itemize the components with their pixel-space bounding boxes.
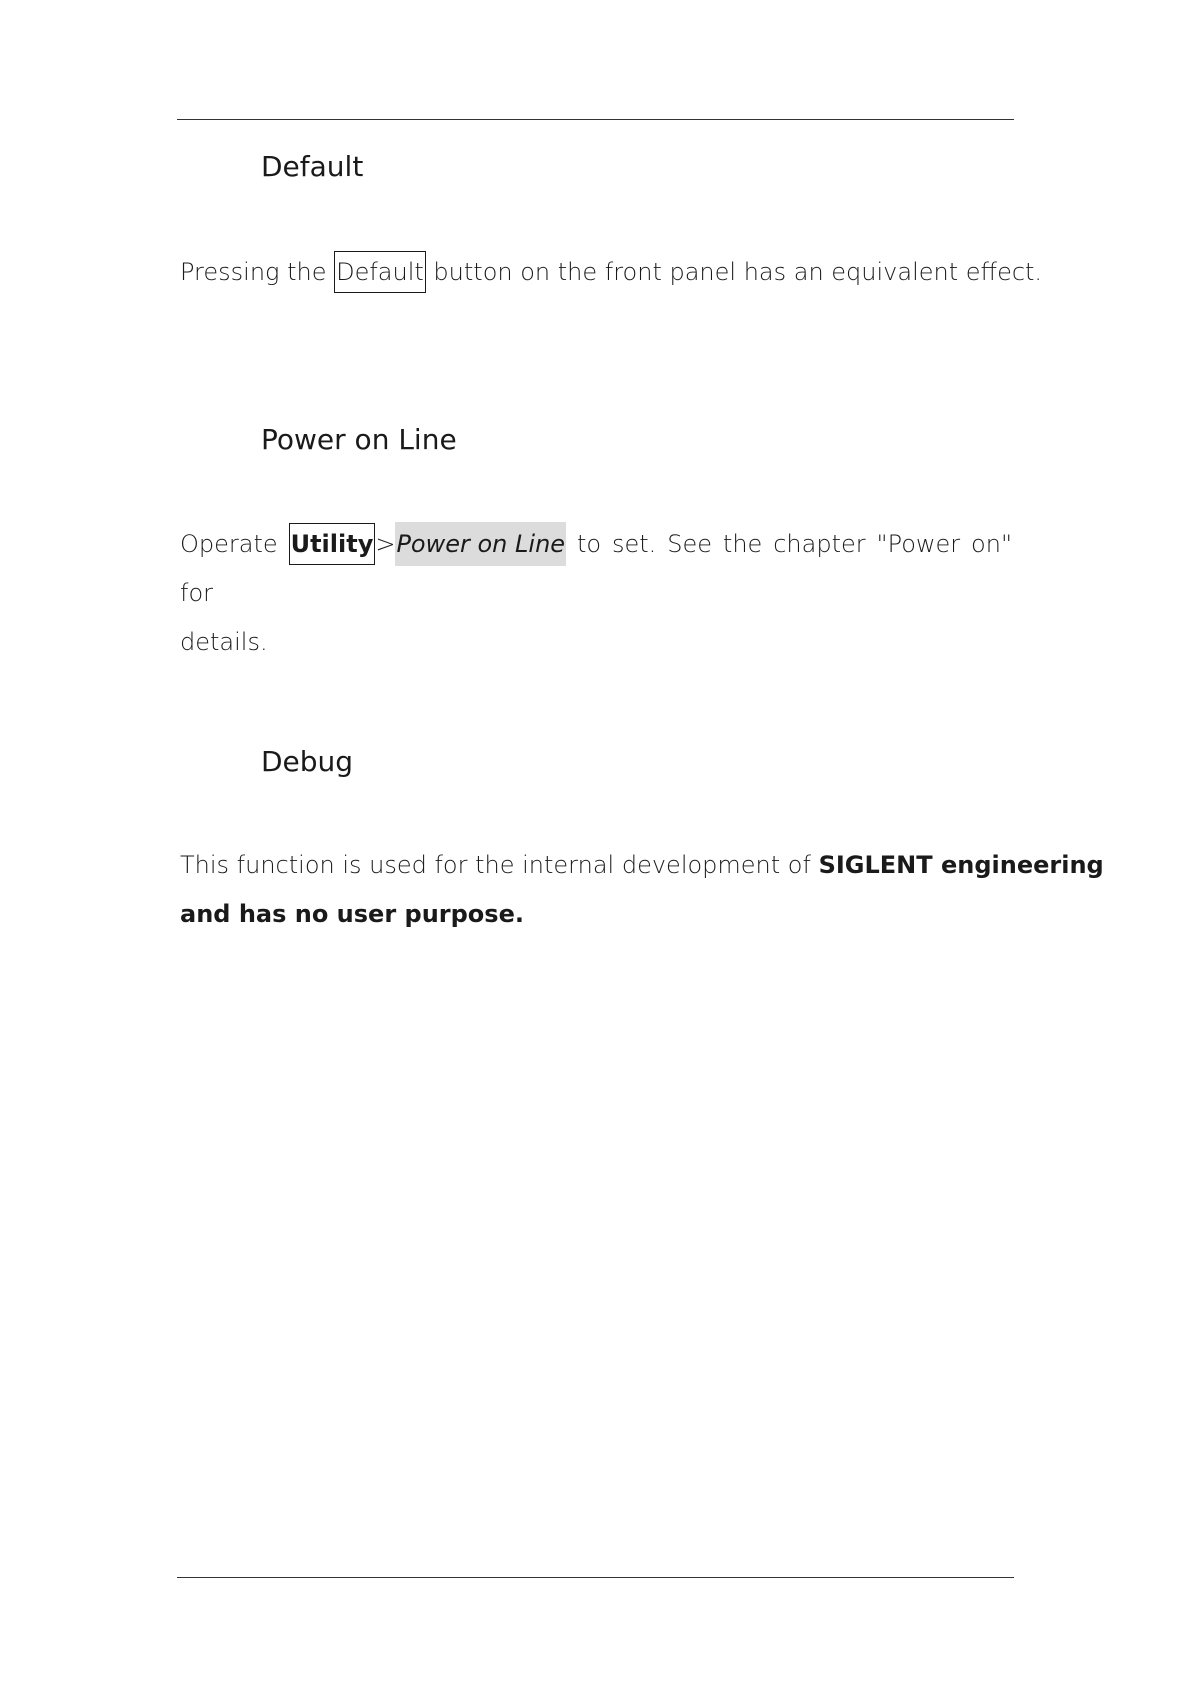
section-heading-debug: Debug [261,745,354,778]
menu-separator: > [375,530,396,558]
no-user-purpose-text: and has no user purpose. [180,900,524,928]
siglent-engineering-text: SIGLENT engineering [818,851,1104,879]
paragraph-text: Operate [180,530,289,558]
paragraph-text: button on the front panel has an equivalent effect. [425,258,1043,286]
paragraph-text: to set. See the chapter "Power on" for [180,530,1012,607]
section-heading-default: Default [261,150,364,183]
header-rule [177,119,1014,120]
paragraph-text: Pressing the [180,258,335,286]
section-paragraph-power-on-line [180,520,1012,667]
utility-key-label: Utility [289,523,376,565]
default-key-label: Default [334,251,426,293]
section-paragraph-default [180,248,1043,297]
section-paragraph-debug [180,841,1104,939]
footer-rule [177,1577,1014,1578]
paragraph-text: details. [180,628,268,656]
menu-path-power-on-line: Power on Line [395,522,566,566]
section-heading-power-on-line: Power on Line [261,423,457,456]
paragraph-text: This function is used for the internal development of [180,851,819,879]
